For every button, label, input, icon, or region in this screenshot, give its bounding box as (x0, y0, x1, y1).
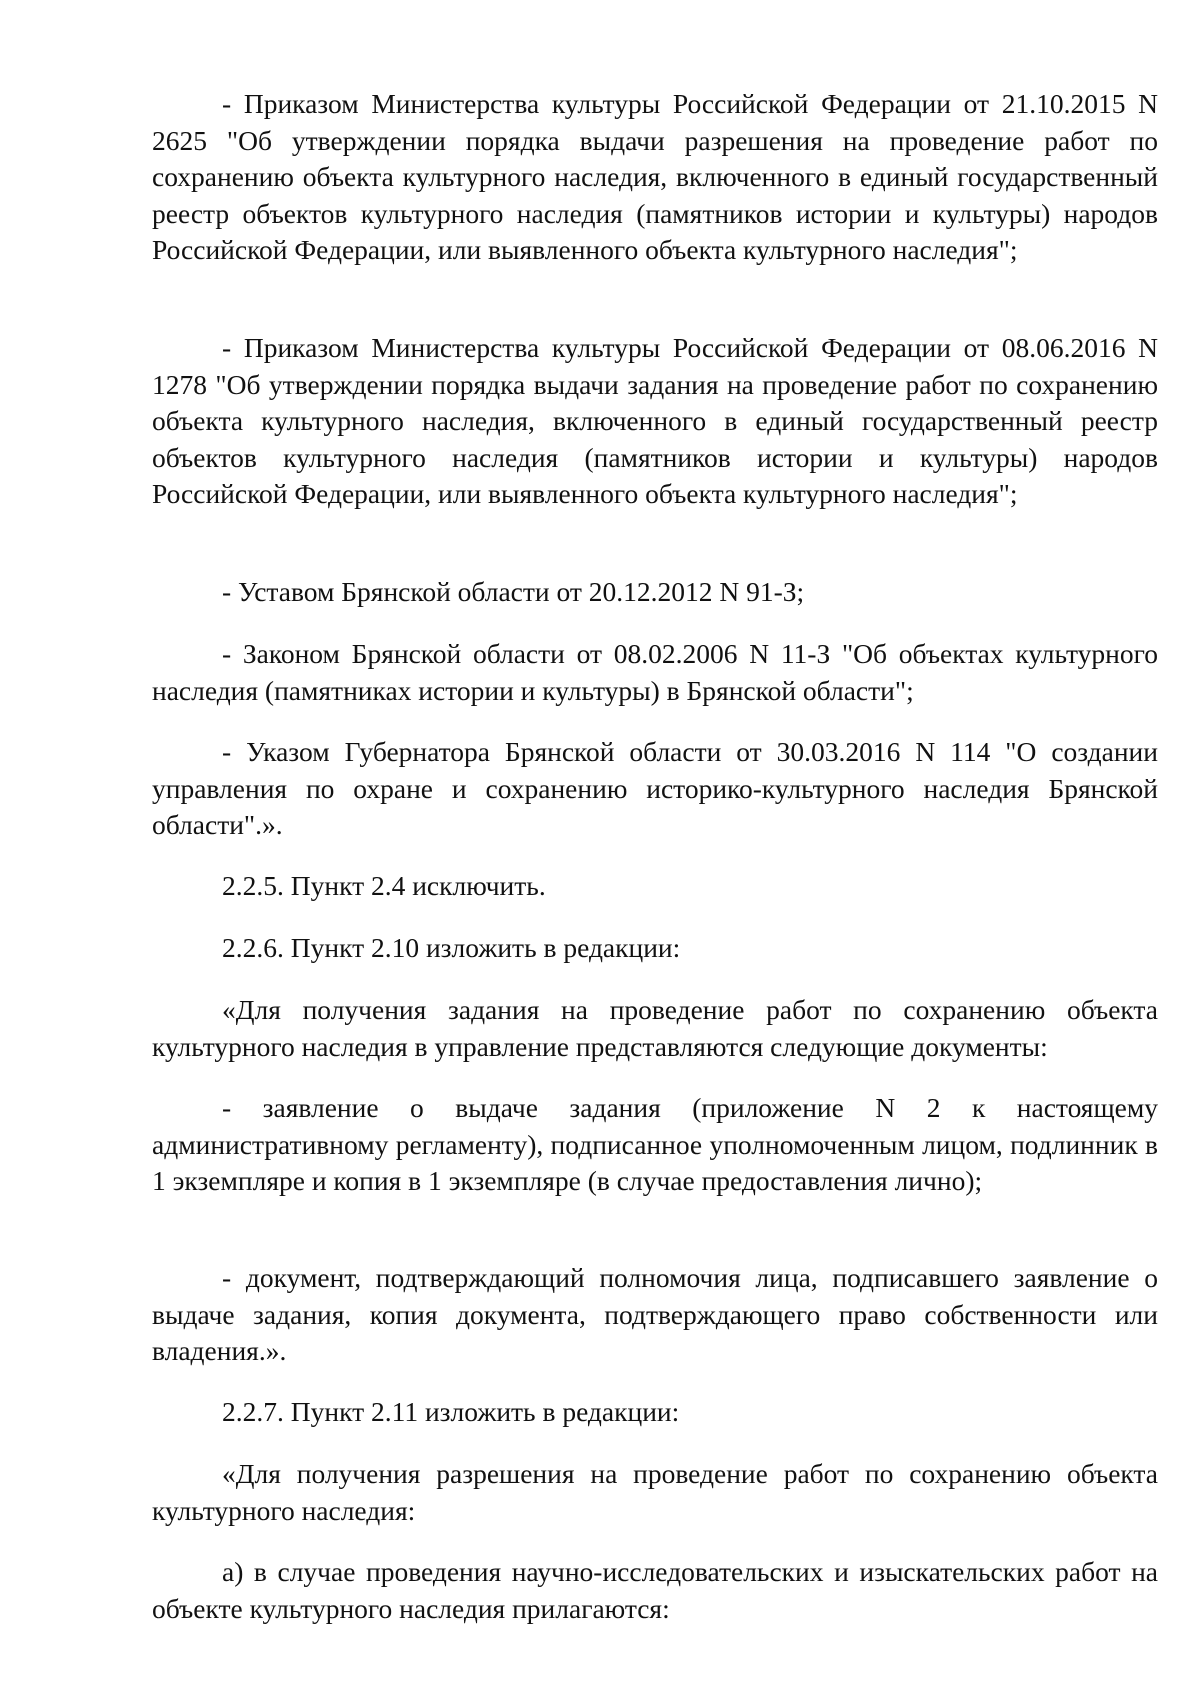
paragraph-research-works: а) в случае проведения научно-исследовательских и изыскательских работ на объекте культурного наследия прилагаются: (152, 1556, 1158, 1624)
paragraph-order-1278: - Приказом Министерства культуры Российской Федерации от 08.06.2016 N 1278 "Об утверждении порядка выдачи задания на проведение работ по сохранению объекта культурного наследия, включенного в единый государственный реестр объектов культурного наследия (памятников истории и культуры) народов Российской Федерации, или выявленного объекта культурного наследия"; (152, 332, 1158, 510)
paragraph-clause-2-2-5: 2.2.5. Пункт 2.4 исключить. (222, 870, 546, 901)
paragraph-governor-decree: - Указом Губернатора Брянской области от 30.03.2016 N 114 "О создании управления по охране и сохранению историко-культурного наследия Брянской области".». (152, 736, 1158, 841)
paragraph-charter: - Уставом Брянской области от 20.12.2012 N 91-З; (222, 576, 805, 607)
paragraph-permit-documents: «Для получения разрешения на проведение работ по сохранению объекта культурного наследия: (152, 1458, 1158, 1526)
paragraph-application: - заявление о выдаче задания (приложение N 2 к настоящему административному регламенту), подписанное уполномоченным лицом, подлинник в 1 экземпляре и копия в 1 экземпляре (в случае предоставления лично); (152, 1092, 1158, 1197)
paragraph-order-2625: - Приказом Министерства культуры Российской Федерации от 21.10.2015 N 2625 "Об утверждении порядка выдачи разрешения на проведение работ по сохранению объекта культурного наследия, включенного в единый государственный реестр объектов культурного наследия (памятников истории и культуры) народов Российской Федерации, или выявленного объекта культурного наследия"; (152, 88, 1158, 266)
paragraph-authority-document: - документ, подтверждающий полномочия лица, подписавшего заявление о выдаче задания, копия документа, подтверждающего право собственности или владения.». (152, 1262, 1158, 1367)
paragraph-regional-law: - Законом Брянской области от 08.02.2006 N 11-З "Об объектах культурного наследия (памятниках истории и культуры) в Брянской области"; (152, 638, 1158, 706)
paragraph-clause-2-2-6: 2.2.6. Пункт 2.10 изложить в редакции: (222, 932, 681, 963)
paragraph-clause-2-2-7: 2.2.7. Пункт 2.11 изложить в редакции: (222, 1396, 680, 1427)
paragraph-task-documents: «Для получения задания на проведение работ по сохранению объекта культурного наследия в управление представляются следующие документы: (152, 994, 1158, 1062)
